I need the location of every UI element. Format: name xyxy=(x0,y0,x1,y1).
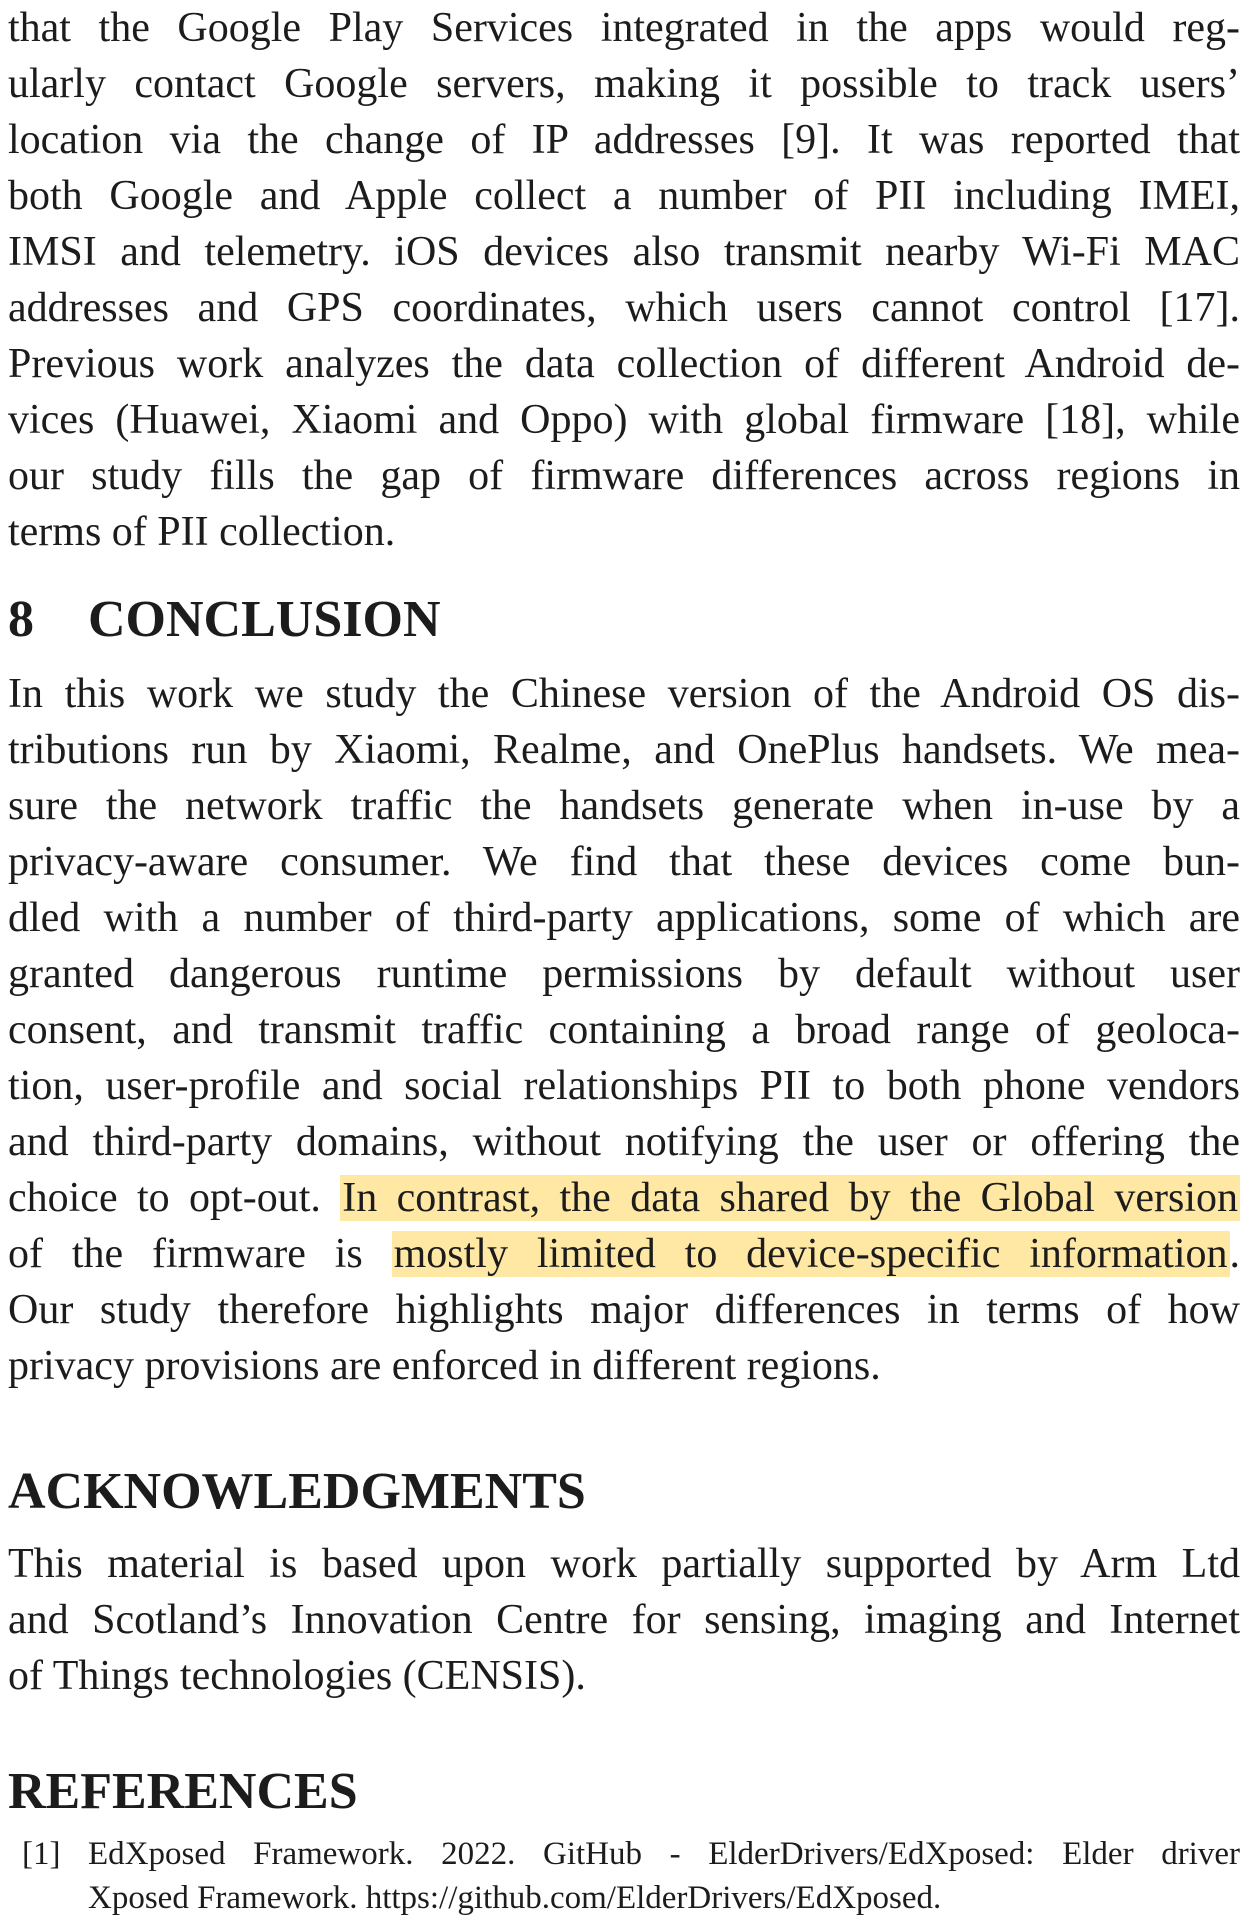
text-line: location via the change of IP addresses [9]. It was reported that xyxy=(8,117,1240,163)
text-line: vices (Huawei, Xiaomi and Oppo) with global firmware [18], while xyxy=(8,397,1240,443)
reference-number: [1] xyxy=(22,1836,61,1872)
intro-paragraph xyxy=(8,0,1240,560)
highlighted-text: mostly limited to device-specific information xyxy=(393,1231,1228,1277)
reference-line: EdXposed Framework. 2022. GitHub - ElderDrivers/EdXposed: Elder driver xyxy=(88,1836,1240,1872)
text-line xyxy=(8,1170,1240,1226)
text-line: In this work we study the Chinese version of the Android OS dis- xyxy=(8,671,1240,717)
text-line: and third-party domains, without notifying the user or offering the xyxy=(8,1119,1240,1165)
text-line: that the Google Play Services integrated in the apps would reg- xyxy=(8,5,1240,51)
text-fragment: . xyxy=(1229,1231,1240,1277)
text-fragment: of the firmware is xyxy=(8,1231,392,1277)
text-line: tion, user-profile and social relationships PII to both phone vendors xyxy=(8,1063,1240,1109)
section-number: 8 xyxy=(8,591,34,648)
section-title: CONCLUSION xyxy=(88,591,441,648)
text-line: sure the network traffic the handsets generate when in-use by a xyxy=(8,783,1240,829)
highlighted-text: In contrast, the data shared by the Global version xyxy=(342,1175,1239,1221)
text-line: privacy-aware consumer. We find that these devices come bun- xyxy=(8,839,1240,885)
text-line: consent, and transmit traffic containing a broad range of geoloca- xyxy=(8,1007,1240,1053)
text-fragment: choice to opt-out. xyxy=(8,1175,341,1221)
conclusion-paragraph xyxy=(8,666,1240,1394)
text-line xyxy=(8,1226,1240,1282)
conclusion-heading xyxy=(8,590,441,650)
acknowledgments-heading: ACKNOWLEDGMENTS xyxy=(8,1463,586,1520)
text-line: terms of PII collection. xyxy=(8,509,396,555)
reference-line: Xposed Framework. https://github.com/ElderDrivers/EdXposed. xyxy=(88,1880,942,1916)
reference-item xyxy=(8,1832,1240,1920)
acknowledgments-paragraph xyxy=(8,1536,1240,1704)
text-line: Our study therefore highlights major differences in terms of how xyxy=(8,1287,1240,1333)
text-line: both Google and Apple collect a number of PII including IMEI, xyxy=(8,173,1240,219)
text-line: addresses and GPS coordinates, which users cannot control [17]. xyxy=(8,285,1240,331)
text-line: dled with a number of third-party applications, some of which are xyxy=(8,895,1240,941)
text-line: This material is based upon work partially supported by Arm Ltd xyxy=(8,1541,1240,1587)
text-line: ularly contact Google servers, making it possible to track users’ xyxy=(8,61,1240,107)
text-line: and Scotland’s Innovation Centre for sensing, imaging and Internet xyxy=(8,1597,1240,1643)
text-line: tributions run by Xiaomi, Realme, and OnePlus handsets. We mea- xyxy=(8,727,1240,773)
text-line: of Things technologies (CENSIS). xyxy=(8,1653,586,1699)
text-line: Previous work analyzes the data collection of different Android de- xyxy=(8,341,1240,387)
text-line: IMSI and telemetry. iOS devices also transmit nearby Wi-Fi MAC xyxy=(8,229,1240,275)
text-line: privacy provisions are enforced in different regions. xyxy=(8,1343,881,1389)
references-heading: REFERENCES xyxy=(8,1763,358,1820)
text-line: our study fills the gap of firmware differences across regions in xyxy=(8,453,1240,499)
text-line: granted dangerous runtime permissions by default without user xyxy=(8,951,1240,997)
